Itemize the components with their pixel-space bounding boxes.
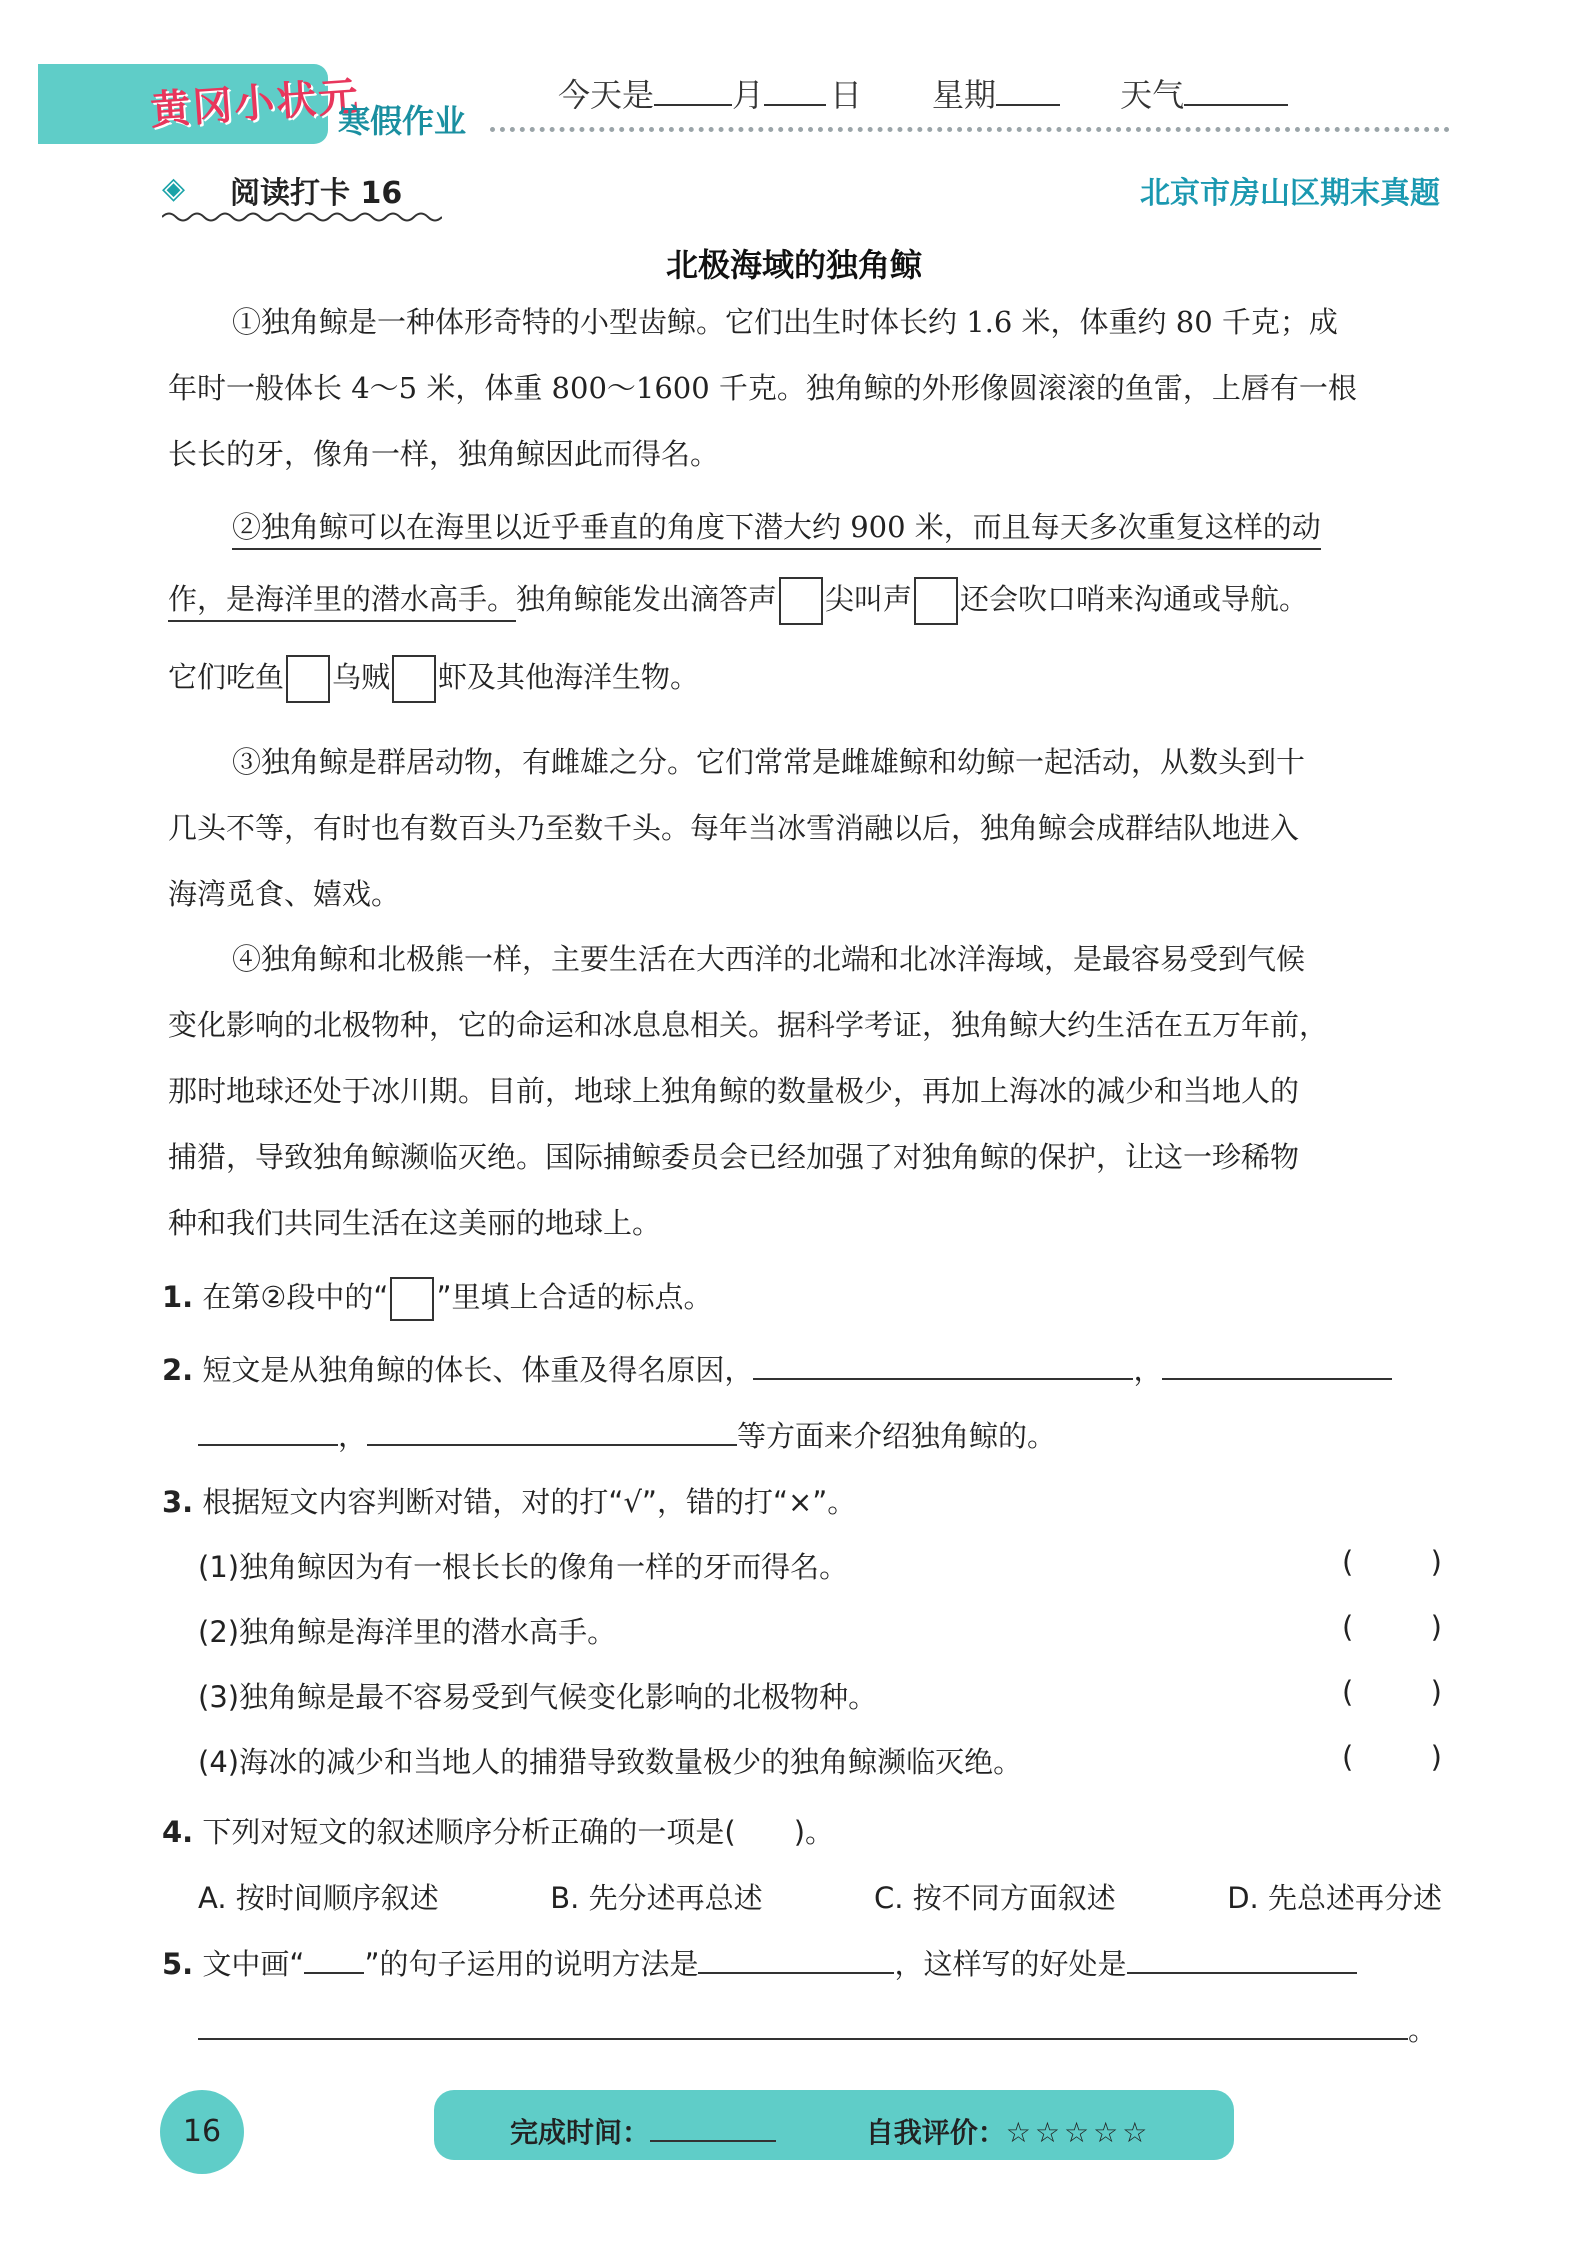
question-5-cont <box>198 2008 1437 2049</box>
question-2-cont <box>198 1414 1056 1455</box>
date-line <box>558 70 1288 116</box>
question-number: 2. <box>162 1353 194 1387</box>
answer-blank[interactable] <box>753 1348 1133 1380</box>
q3-item-2 <box>198 1610 1442 1651</box>
underlined-sentence: ②独角鲸可以在海里以近乎垂直的角度下潜大约 900 米，而且每天多次重复这样的动 <box>232 510 1321 550</box>
weekday-label: 星期 <box>932 76 997 114</box>
paragraph-line: 那时地球还处于冰川期。目前，地球上独角鲸的数量极少，再加上海冰的减少和当地人的 <box>168 1074 1300 1108</box>
punctuation-box[interactable] <box>779 577 823 625</box>
option-d[interactable]: D. 先总述再分述 <box>1227 1881 1442 1915</box>
text: 虾及其他海洋生物。 <box>438 660 700 694</box>
q3-item-1 <box>198 1545 1442 1586</box>
text: 独角鲸能发出滴答声 <box>516 582 778 616</box>
section-title: 阅读打卡 16 <box>230 176 403 211</box>
paragraph-line: 长长的牙，像角一样，独角鲸因此而得名。 <box>168 437 720 471</box>
brand-subtitle: 寒假作业 <box>338 102 467 140</box>
answer-parens[interactable] <box>1342 1740 1442 1774</box>
text: ) <box>1430 1545 1442 1579</box>
answer-parens[interactable] <box>1342 1610 1442 1644</box>
answer-blank[interactable] <box>1162 1348 1392 1380</box>
question-1 <box>162 1275 712 1321</box>
page-number: 16 <box>160 2090 244 2174</box>
weather-label: 天气 <box>1120 76 1185 114</box>
answer-blank[interactable] <box>198 2008 1408 2040</box>
text: (2)独角鲸是海洋里的潜水高手。 <box>198 1615 617 1649</box>
text: ， <box>338 1419 368 1453</box>
answer-parens[interactable] <box>1342 1675 1442 1709</box>
weather-blank[interactable] <box>1184 74 1288 106</box>
text: 短文是从独角鲸的体长、体重及得名原因， <box>202 1353 754 1387</box>
month-label: 月 <box>732 76 765 114</box>
question-number: 1. <box>162 1280 194 1314</box>
text: ”的句子运用的说明方法是 <box>364 1947 699 1981</box>
question-5 <box>162 1942 1357 1983</box>
question-number: 3. <box>162 1485 194 1519</box>
paragraph-line <box>168 505 1321 546</box>
text: (1)独角鲸因为有一根长长的像角一样的牙而得名。 <box>198 1550 849 1584</box>
punctuation-box-sample <box>390 1277 434 1321</box>
punctuation-box[interactable] <box>914 577 958 625</box>
wave-underline <box>162 210 442 224</box>
paragraph-line: ③独角鲸是群居动物，有雌雄之分。它们常常是雌雄鲸和幼鲸一起活动，从数头到十 <box>232 745 1306 779</box>
text: ，这样写的好处是 <box>894 1947 1127 1981</box>
text: ( <box>1342 1545 1354 1579</box>
question-number: 5. <box>162 1947 194 1981</box>
answer-blank[interactable] <box>698 1942 894 1974</box>
footer-bar-content <box>510 2110 1151 2151</box>
text: 尖叫声 <box>825 582 913 616</box>
paragraph-line <box>168 655 699 703</box>
paragraph-line: 种和我们共同生活在这美丽的地球上。 <box>168 1206 662 1240</box>
month-blank[interactable] <box>654 74 732 106</box>
text: ”里填上合适的标点。 <box>436 1280 713 1314</box>
rating-label: 自我评价： <box>865 2116 1006 2149</box>
text: ( <box>1342 1610 1354 1644</box>
text: 根据短文内容判断对错，对的打“√”，错的打“×”。 <box>202 1485 857 1519</box>
answer-blank[interactable] <box>1127 1942 1357 1974</box>
answer-blank[interactable] <box>198 1414 338 1446</box>
underlined-sentence: 作，是海洋里的潜水高手。 <box>168 582 516 622</box>
text: 下列对短文的叙述顺序分析正确的一项是( )。 <box>202 1815 835 1849</box>
paragraph-3 <box>168 740 1443 940</box>
day-blank[interactable] <box>764 74 826 106</box>
option-c[interactable]: C. 按不同方面叙述 <box>874 1881 1116 1915</box>
time-blank[interactable] <box>650 2110 776 2142</box>
paragraph-2 <box>168 505 1443 705</box>
text: ， <box>1133 1353 1163 1387</box>
underline-sample <box>304 1942 364 1974</box>
text: ) <box>1430 1610 1442 1644</box>
paragraph-1 <box>168 300 1443 500</box>
question-3 <box>162 1480 856 1521</box>
text: 文中画“ <box>202 1947 305 1981</box>
day-label: 日 <box>830 76 863 114</box>
text: (4)海冰的减少和当地人的捕猎导致数量极少的独角鲸濒临灭绝。 <box>198 1745 1023 1779</box>
source-label: 北京市房山区期末真题 <box>1140 176 1440 211</box>
paragraph-line: ④独角鲸和北极熊一样，主要生活在大西洋的北端和北冰洋海域，是最容易受到气候 <box>232 942 1306 976</box>
answer-blank[interactable] <box>367 1414 737 1446</box>
paragraph-line: 年时一般体长 4～5 米，体重 800～1600 千克。独角鲸的外形像圆滚滚的鱼雷，上唇有一根 <box>168 371 1357 405</box>
text: ( <box>1342 1675 1354 1709</box>
option-a[interactable]: A. 按时间顺序叙述 <box>198 1881 439 1915</box>
text: 等方面来介绍独角鲸的。 <box>737 1419 1057 1453</box>
paragraph-4 <box>168 937 1443 1267</box>
question-4-options <box>198 1876 1442 1917</box>
paragraph-line: ①独角鲸是一种体形奇特的小型齿鲸。它们出生时体长约 1.6 米，体重约 80 千克；成 <box>232 305 1338 339</box>
paragraph-line: 几头不等，有时也有数百头乃至数千头。每年当冰雪消融以后，独角鲸会成群结队地进入 <box>168 811 1300 845</box>
question-2 <box>162 1348 1392 1389</box>
option-b[interactable]: B. 先分述再总述 <box>550 1881 763 1915</box>
rating-stars[interactable]: ☆☆☆☆☆ <box>1005 2116 1152 2149</box>
text: 乌贼 <box>332 660 391 694</box>
q3-item-4 <box>198 1740 1442 1781</box>
text: 在第②段中的“ <box>202 1280 389 1314</box>
date-today-label: 今天是 <box>558 76 655 114</box>
weekday-blank[interactable] <box>996 74 1060 106</box>
question-4 <box>162 1810 834 1851</box>
paragraph-line: 捕猎，导致独角鲸濒临灭绝。国际捕鲸委员会已经加强了对独角鲸的保护，让这一珍稀物 <box>168 1140 1300 1174</box>
punctuation-box[interactable] <box>392 655 436 703</box>
q3-item-3 <box>198 1675 1442 1716</box>
article-title: 北极海域的独角鲸 <box>665 246 922 284</box>
paragraph-line <box>168 577 1308 625</box>
text: ) <box>1430 1740 1442 1774</box>
question-number: 4. <box>162 1815 194 1849</box>
brand-logo: 黄冈小状元 <box>148 73 362 135</box>
text: (3)独角鲸是最不容易受到气候变化影响的北极物种。 <box>198 1680 878 1714</box>
text: 还会吹口哨来沟通或导航。 <box>960 582 1309 616</box>
text: 。 <box>1408 2013 1438 2047</box>
text: ) <box>1430 1675 1442 1709</box>
punctuation-box[interactable] <box>286 655 330 703</box>
paragraph-line: 海湾觅食、嬉戏。 <box>168 877 401 911</box>
text: 它们吃鱼 <box>168 660 285 694</box>
time-label: 完成时间： <box>510 2116 651 2149</box>
text: ( <box>1342 1740 1354 1774</box>
header-divider <box>490 127 1450 132</box>
paragraph-line: 变化影响的北极物种，它的命运和冰息息相关。据科学考证，独角鲸大约生活在五万年前， <box>168 1008 1329 1042</box>
diamond-icon: ◈ <box>162 171 186 206</box>
answer-parens[interactable] <box>1342 1545 1442 1579</box>
